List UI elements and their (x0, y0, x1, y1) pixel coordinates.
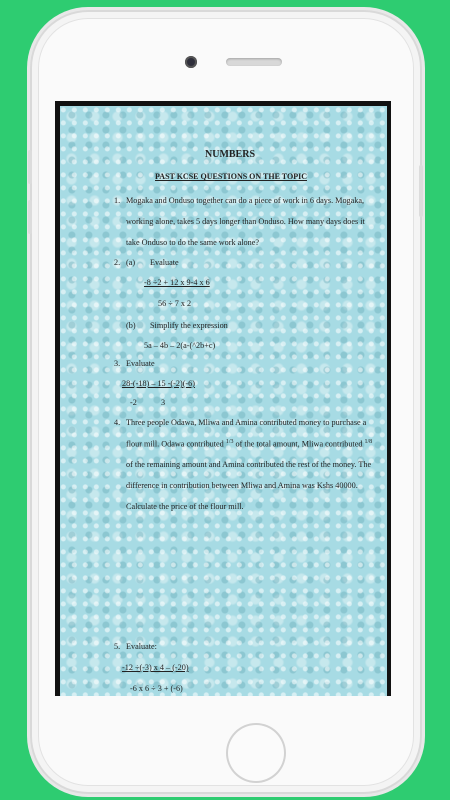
part-label: (b) (126, 321, 136, 330)
part-text: Evaluate (150, 258, 179, 267)
power-button (419, 165, 423, 217)
question-text: Evaluate: (126, 642, 157, 651)
math-expression: 5a – 4b – 2(a-(^2b+c) (144, 341, 216, 350)
fraction-denominator: -6 x 6 ÷ 3 + (-6) (130, 684, 183, 693)
screen (55, 101, 391, 696)
fraction-denominator: -2 (130, 398, 137, 407)
fraction: 1/3 (225, 439, 234, 445)
question-text: Mogaka and Onduso together can do a piece of work in 6 days. Mogaka, (126, 196, 365, 205)
volume-button (28, 150, 32, 184)
document-page[interactable] (60, 106, 387, 696)
question-number: 1. (114, 196, 121, 205)
question-text: Evaluate (126, 359, 155, 368)
fraction: 1/8 (364, 439, 373, 445)
question-text: Three people Odawa, Mliwa and Amina contributed money to purchase a (126, 418, 367, 427)
fraction-numerator: -12 ÷(-3) x 4 – (-20) (122, 663, 189, 672)
question-text (126, 439, 372, 450)
text-segment: flour mill. Odawa contributed (126, 439, 224, 449)
part-text: Simplify the expression (150, 321, 228, 330)
question-text: Calculate the price of the flour mill. (126, 502, 244, 511)
fraction-denominator: 3 (161, 398, 166, 407)
earpiece-speaker (226, 58, 282, 66)
fraction-numerator: -8 ÷2 + 12 x 9-4 x 6 (144, 278, 210, 287)
question-number: 5. (114, 642, 121, 651)
question-number: 2. (114, 258, 121, 267)
question-text: difference in contribution between Mliwa and Amina was Kshs 40000. (126, 481, 358, 490)
page-subtitle: PAST KCSE QUESTIONS ON THE TOPIC (155, 172, 307, 181)
volume-button (28, 200, 32, 234)
text-segment: of the total amount, Mliwa contributed (235, 439, 363, 449)
question-text: of the remaining amount and Amina contributed the rest of the money. The (126, 460, 372, 469)
question-text: working alone, takes 5 days longer than Onduso. How many days does it (126, 217, 365, 226)
question-number: 4. (114, 418, 121, 427)
page-title: NUMBERS (205, 149, 256, 160)
question-text: take Onduso to do the same work alone? (126, 238, 260, 247)
fraction-denominator: 56 ÷ 7 x 2 (158, 299, 192, 308)
question-number: 3. (114, 359, 121, 368)
home-button[interactable] (226, 723, 286, 783)
part-label: (a) (126, 258, 136, 267)
front-camera-icon (185, 56, 197, 68)
fraction-numerator: 28-(-18) – 15 -(-2)(-6) (122, 379, 195, 388)
